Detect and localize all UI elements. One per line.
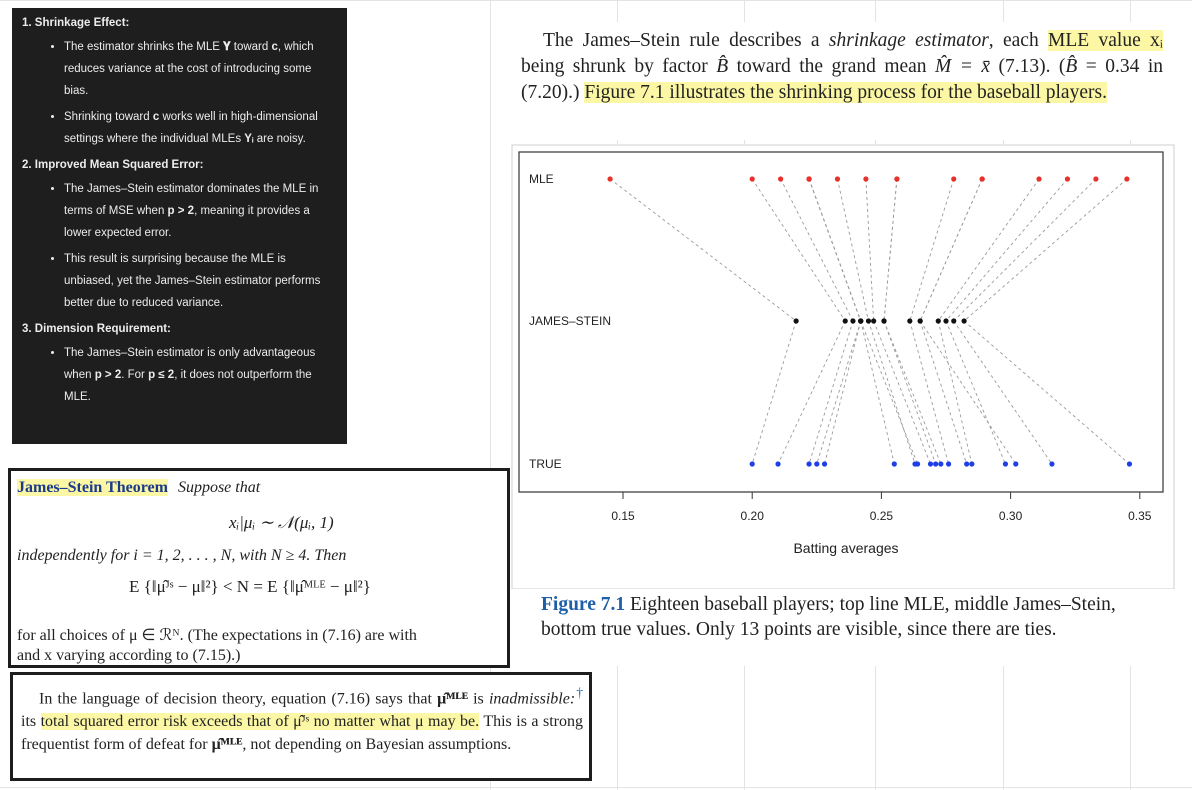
connector-line xyxy=(910,179,954,321)
shrinkage-chart xyxy=(511,144,1175,589)
connector-line xyxy=(910,321,949,464)
data-point-js xyxy=(881,318,886,323)
theorem-panel xyxy=(8,468,510,668)
data-point-js xyxy=(858,318,863,323)
data-point-true xyxy=(915,461,920,466)
connector-line xyxy=(946,179,1067,321)
x-tick-label: 0.20 xyxy=(740,509,764,523)
theorem-title: James–Stein Theorem xyxy=(17,479,168,496)
data-point-mle xyxy=(1065,176,1070,181)
data-point-true xyxy=(822,461,827,466)
notes-section-title: 2. Improved Mean Squared Error: xyxy=(22,159,204,171)
text-run: In the language of decision theory, equation (7.16) says that xyxy=(39,690,438,708)
connector-line xyxy=(868,321,915,464)
text-run: is xyxy=(467,690,489,708)
text-run: shrinkage estimator xyxy=(828,30,989,51)
connector-line xyxy=(920,179,982,321)
notes-bullet: • The estimator shrinks the MLE 𝐘 toward c, which reduces variance at the cost of introducing some bias. xyxy=(64,36,337,102)
connector-line xyxy=(752,179,845,321)
data-point-true xyxy=(1003,461,1008,466)
data-point-true xyxy=(964,461,969,466)
data-point-js xyxy=(794,318,799,323)
data-point-true xyxy=(892,461,897,466)
connector-line xyxy=(874,321,931,464)
theorem-condition: independently for i = 1, 2, . . . , N, with N ≥ 4. Then xyxy=(17,547,347,564)
text-run: , not depending on Bayesian assumptions. xyxy=(242,736,512,754)
notes-bullet-list xyxy=(22,178,337,314)
text-run: μ̂ᴹᴸᴱ xyxy=(211,736,243,754)
connector-line xyxy=(861,321,918,464)
text-run: This is a strong frequentist form of defeat for xyxy=(21,713,583,754)
data-point-true xyxy=(775,461,780,466)
theorem-note: and x varying according to (7.15).) xyxy=(17,647,241,664)
figure-7-1 xyxy=(511,144,1175,666)
text-run: = 0.34 in (7.20).) xyxy=(521,56,1163,103)
decision-theory-panel xyxy=(10,672,592,781)
data-point-js xyxy=(871,318,876,323)
connector-line xyxy=(938,321,972,464)
data-point-mle xyxy=(1036,176,1041,181)
connector-line xyxy=(809,321,853,464)
data-point-true xyxy=(938,461,943,466)
text-run: B̂ xyxy=(716,56,729,77)
caption-text: Eighteen baseball players; top line MLE, middle James–Stein, bottom true values. Only 13 points are visible, since there are ties. xyxy=(541,594,1116,640)
text-run: The James–Stein rule describes a xyxy=(543,30,829,51)
text-run: M̂ = x̄ xyxy=(935,56,990,77)
x-axis-label: Batting averages xyxy=(793,540,899,556)
data-point-mle xyxy=(607,176,612,181)
notes-bullet: • The James–Stein estimator dominates the MLE in terms of MSE when p > 2, meaning it provides a lower expected error. xyxy=(64,178,337,244)
connector-line xyxy=(781,179,853,321)
data-point-mle xyxy=(835,176,840,181)
notes-panel xyxy=(12,8,347,444)
data-point-js xyxy=(843,318,848,323)
theorem-intro: Suppose that xyxy=(177,479,261,496)
notes-bullet-list xyxy=(22,36,337,150)
footnote-mark: † xyxy=(575,685,584,700)
data-point-true xyxy=(928,461,933,466)
figure-caption xyxy=(541,592,1161,642)
connector-line xyxy=(920,179,982,321)
connector-line xyxy=(964,179,1127,321)
connector-line xyxy=(884,179,897,321)
data-point-mle xyxy=(951,176,956,181)
connector-line xyxy=(752,321,796,464)
data-point-true xyxy=(814,461,819,466)
notes-bullet-list xyxy=(22,342,337,408)
connector-line xyxy=(817,321,861,464)
connector-line xyxy=(610,179,796,321)
data-point-true xyxy=(946,461,951,466)
text-run: its xyxy=(21,713,41,731)
highlight: MLE value xᵢ xyxy=(1048,30,1163,51)
row-label: TRUE xyxy=(529,457,562,471)
data-point-js xyxy=(961,318,966,323)
text-run: B̂ xyxy=(1065,56,1078,77)
row-label: JAMES–STEIN xyxy=(529,314,612,328)
data-point-true xyxy=(806,461,811,466)
notes-section-title: 1. Shrinkage Effect: xyxy=(22,17,130,29)
text-run: μ̂ᴹᴸᴱ xyxy=(437,690,468,708)
x-tick-label: 0.25 xyxy=(869,509,894,523)
caption-label: Figure 7.1 xyxy=(541,594,626,615)
data-point-js xyxy=(918,318,923,323)
james-stein-text xyxy=(507,22,1173,140)
data-point-true xyxy=(1049,461,1054,466)
data-point-mle xyxy=(1124,176,1129,181)
equation-model: xᵢ|μᵢ ∼ 𝒩(μᵢ, 1) xyxy=(229,513,334,532)
data-point-mle xyxy=(750,176,755,181)
data-point-true xyxy=(1013,461,1018,466)
data-point-js xyxy=(907,318,912,323)
theorem-forall: for all choices of μ ∈ ℛᴺ. (The expectations in (7.16) are with xyxy=(17,627,417,644)
notes-bullet: • The James–Stein estimator is only advantageous when p > 2. For p ≤ 2, it does not outperform the MLE. xyxy=(64,342,337,408)
connector-line xyxy=(866,179,874,321)
notes-section-title: 3. Dimension Requirement: xyxy=(22,323,171,335)
text-run: , each xyxy=(988,30,1049,51)
connector-line xyxy=(825,321,861,464)
connector-line xyxy=(964,321,1129,464)
row-label: MLE xyxy=(529,172,554,186)
data-point-mle xyxy=(980,176,985,181)
connector-line xyxy=(954,179,1096,321)
notes-bullet: • This result is surprising because the MLE is unbiased, yet the James–Stein estimator performs better due to reduced variance. xyxy=(64,248,337,314)
grid-line xyxy=(0,0,1192,1)
x-tick-label: 0.35 xyxy=(1128,509,1152,523)
text-run: (7.13). ( xyxy=(990,56,1066,77)
data-point-js xyxy=(866,318,871,323)
equation-risk: E {‖μ̂ᴶˢ − μ‖²} < N = E {‖μ̂ᴹᴸᴱ − μ‖²} xyxy=(129,577,371,596)
highlight: Figure 7.1 illustrates the shrinking process for the baseball players. xyxy=(584,82,1107,103)
data-point-js xyxy=(850,318,855,323)
text-run: toward the grand mean xyxy=(728,56,936,77)
grid-line xyxy=(0,787,1192,788)
data-point-mle xyxy=(1093,176,1098,181)
data-point-js xyxy=(936,318,941,323)
data-point-mle xyxy=(894,176,899,181)
data-point-mle xyxy=(806,176,811,181)
connector-line xyxy=(920,321,967,464)
notes-bullet: • Shrinking toward c works well in high-dimensional settings where the individual MLEs Yᵢ are noisy. xyxy=(64,106,337,150)
x-tick-label: 0.30 xyxy=(998,509,1023,523)
text-run: being shrunk by factor xyxy=(521,56,717,77)
connector-line xyxy=(938,179,1039,321)
data-point-mle xyxy=(863,176,868,181)
connector-line xyxy=(884,321,941,464)
data-point-js xyxy=(943,318,948,323)
plot-frame xyxy=(519,152,1163,492)
connector-line xyxy=(778,321,845,464)
data-point-true xyxy=(750,461,755,466)
data-point-js xyxy=(951,318,956,323)
connector-line xyxy=(884,321,936,464)
data-point-true xyxy=(969,461,974,466)
connector-line xyxy=(861,321,895,464)
x-tick-label: 0.15 xyxy=(611,509,635,523)
text-run: inadmissible: xyxy=(488,690,576,708)
data-point-mle xyxy=(778,176,783,181)
data-point-true xyxy=(1127,461,1132,466)
highlight: total squared error risk exceeds that of μ̂ᴶˢ no matter what μ may be. xyxy=(40,713,480,731)
data-point-true xyxy=(933,461,938,466)
